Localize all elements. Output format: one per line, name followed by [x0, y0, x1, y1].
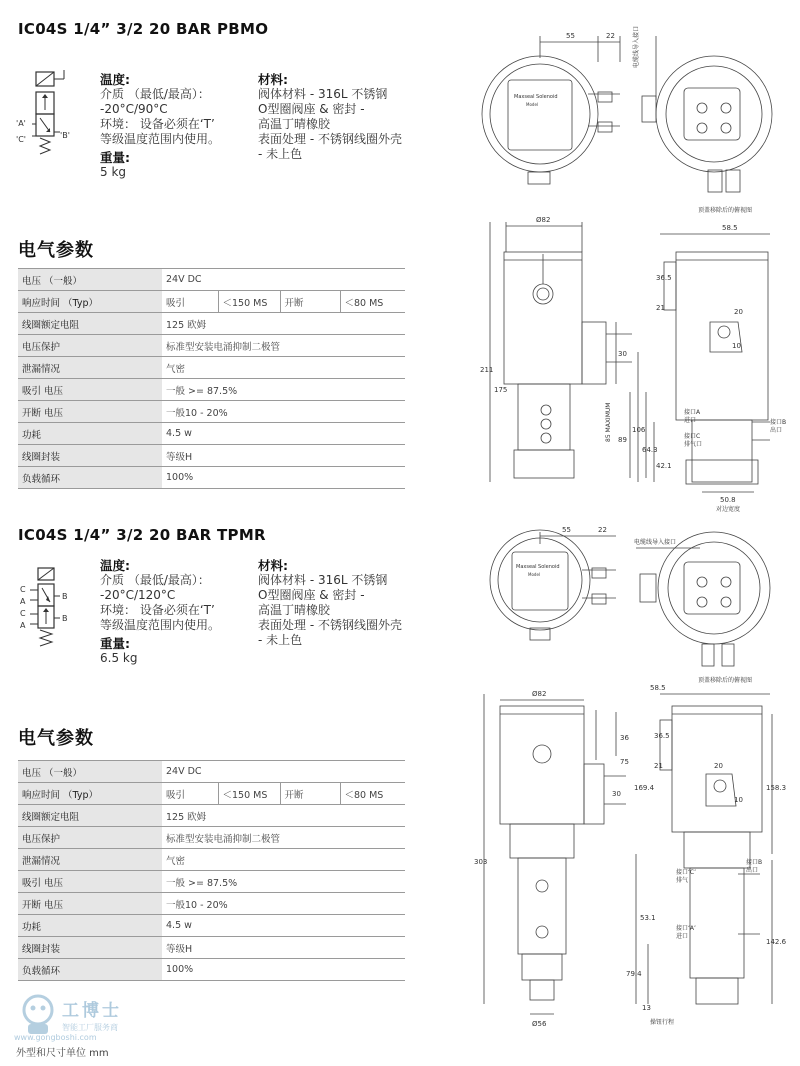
table-row	[18, 783, 405, 805]
material-line: 高温丁晴橡胶	[258, 603, 331, 617]
temperature-block	[100, 72, 250, 180]
port-label: A	[20, 597, 26, 606]
technical-drawing-tpmr	[470, 524, 790, 1032]
drawing-caption: 操钮行程	[650, 1019, 675, 1026]
table-row	[18, 445, 405, 467]
port-a-label: 接口‘A’	[676, 925, 696, 932]
dimension-label: 303	[474, 858, 488, 866]
table-row	[18, 313, 405, 335]
row-value: 一般 >= 87.5%	[162, 871, 405, 893]
temperature-heading: 温度:	[100, 558, 130, 573]
material-line: 表面处理 - 不锈钢线圈外壳	[258, 132, 402, 146]
table-row	[18, 335, 405, 357]
table-row	[18, 871, 405, 893]
row-label: 电压保护	[18, 335, 162, 357]
row-label: 泄漏情况	[18, 849, 162, 871]
row-value: 100%	[162, 467, 405, 489]
watermark-name: 工博士	[62, 1001, 122, 1021]
dimension-label: 55	[566, 32, 575, 40]
row-label: 线圈封装	[18, 445, 162, 467]
material-block	[258, 558, 428, 648]
port-label: C	[20, 585, 26, 594]
material-heading: 材料:	[258, 72, 288, 87]
port-label: A	[20, 621, 26, 630]
port-a-label: 进口	[676, 933, 689, 940]
row-value: 4.5 w	[162, 915, 405, 937]
table-row	[18, 761, 405, 783]
temperature-line: 环境： 设备必须在‘T’	[100, 603, 215, 617]
row-value: 100%	[162, 959, 405, 981]
dimension-label: 10	[734, 796, 743, 804]
dimension-label: 36	[620, 734, 629, 742]
temperature-heading: 温度:	[100, 72, 130, 87]
dimension-label: 169.4	[634, 784, 655, 792]
row-value: 标准型安装电涌抑制二极管	[162, 335, 405, 357]
weight-value: 6.5 kg	[100, 651, 138, 665]
row-label: 开断 电压	[18, 893, 162, 915]
dimension-label: 175	[494, 386, 508, 394]
temperature-block	[100, 558, 250, 666]
row-value: ＜80 MS	[340, 783, 405, 805]
table-row	[18, 269, 405, 291]
row-value: 吸引	[162, 783, 218, 805]
weight-value: 5 kg	[100, 165, 127, 179]
row-value: ＜80 MS	[340, 291, 405, 313]
table-row	[18, 827, 405, 849]
dimension-label: 211	[480, 366, 494, 374]
row-label: 负载循环	[18, 467, 162, 489]
row-label: 负载循环	[18, 959, 162, 981]
table-row	[18, 401, 405, 423]
product-section-pbmo	[0, 0, 800, 520]
drawing-caption: 对边宽度	[716, 506, 741, 513]
dimension-label: 36.5	[656, 274, 672, 282]
dimension-label: 158.3	[766, 784, 787, 792]
material-line: O型圈阀座 & 密封 -	[258, 102, 365, 116]
dimension-label: 21	[654, 762, 663, 770]
port-label: B	[62, 592, 68, 601]
electrical-title: 电气参数	[18, 240, 94, 261]
row-label: 响应时间 （Typ）	[18, 291, 162, 313]
table-row	[18, 849, 405, 871]
dimension-label: 85 MAXIMUM	[605, 402, 612, 442]
dimension-label: 13	[642, 1004, 651, 1012]
row-value: 125 欧姆	[162, 313, 405, 335]
row-label: 泄漏情况	[18, 357, 162, 379]
row-value: 24V DC	[162, 761, 405, 783]
port-b-label: 出口	[746, 867, 759, 874]
row-value: 气密	[162, 849, 405, 871]
row-label: 电压 （一般）	[18, 269, 162, 291]
electrical-spec-table	[18, 760, 405, 981]
dimension-label: 36.5	[654, 732, 670, 740]
row-value: 等级H	[162, 445, 405, 467]
temperature-line: 介质 （最低/最高）：	[100, 573, 210, 587]
material-line: - 未上色	[258, 633, 303, 647]
dimension-label: 50.8	[720, 496, 736, 504]
port-label: B	[62, 614, 68, 623]
material-line: - 未上色	[258, 147, 303, 161]
table-row	[18, 937, 405, 959]
material-line: O型圈阀座 & 密封 -	[258, 588, 365, 602]
dimension-label: Ø82	[532, 690, 547, 698]
temperature-line: 环境： 设备必须在‘T’	[100, 117, 215, 131]
row-value: 一般10 - 20%	[162, 401, 405, 423]
table-row	[18, 423, 405, 445]
material-line: 高温丁晴橡胶	[258, 117, 331, 131]
row-value: 24V DC	[162, 269, 405, 291]
row-label: 线圈封装	[18, 937, 162, 959]
port-c-label: 排气	[676, 877, 689, 884]
row-value: 开断	[280, 783, 340, 805]
material-line: 表面处理 - 不锈钢线圈外壳	[258, 618, 402, 632]
electrical-title: 电气参数	[18, 728, 94, 749]
row-value: 气密	[162, 357, 405, 379]
dimension-label: 22	[598, 526, 607, 534]
table-row	[18, 467, 405, 489]
port-label: 'A'	[16, 119, 26, 128]
port-label: 'C'	[16, 135, 26, 144]
footer-note: 外型和尺寸单位 mm	[16, 1048, 109, 1059]
row-label: 功耗	[18, 423, 162, 445]
dimension-label: Ø56	[532, 1020, 547, 1028]
badge-text: Maxseal Solenoid	[514, 94, 558, 100]
table-row	[18, 959, 405, 981]
port-c-label: 接口C	[684, 433, 701, 440]
dimension-label: 79.4	[626, 970, 642, 978]
row-value: 吸引	[162, 291, 218, 313]
row-label: 吸引 电压	[18, 379, 162, 401]
dimension-label: 58.5	[722, 224, 738, 232]
port-label: 'B'	[60, 131, 70, 140]
port-b-label: 接口B	[746, 859, 763, 866]
table-row	[18, 291, 405, 313]
row-value: 125 欧姆	[162, 805, 405, 827]
dimension-label: 21	[656, 304, 665, 312]
dimension-label: 55	[562, 526, 571, 534]
row-label: 吸引 电压	[18, 871, 162, 893]
material-line: 阀体材料 - 316L 不锈钢	[258, 87, 388, 101]
port-label: C	[20, 609, 26, 618]
row-label: 功耗	[18, 915, 162, 937]
temperature-line: -20°C/120°C	[100, 588, 176, 602]
row-value: 标准型安装电涌抑制二极管	[162, 827, 405, 849]
weight-heading: 重量:	[100, 636, 130, 651]
product-title: IC04S 1/4” 3/2 20 BAR PBMO	[18, 20, 269, 38]
valve-symbol-icon	[14, 564, 76, 664]
table-row	[18, 805, 405, 827]
product-title: IC04S 1/4” 3/2 20 BAR TPMR	[18, 526, 266, 544]
port-b-label: 出口	[770, 427, 783, 434]
weight-heading: 重量:	[100, 150, 130, 165]
dimension-label: 53.1	[640, 914, 656, 922]
temperature-line: -20°C/90°C	[100, 102, 168, 116]
material-block	[258, 72, 428, 162]
port-b-label: 接口B	[770, 419, 787, 426]
table-row	[18, 357, 405, 379]
row-value: 4.5 w	[162, 423, 405, 445]
table-row	[18, 379, 405, 401]
material-heading: 材料:	[258, 558, 288, 573]
row-value: 开断	[280, 291, 340, 313]
port-a-label: 进口	[684, 417, 697, 424]
row-label: 线圈额定电阻	[18, 313, 162, 335]
dimension-label: 89	[618, 436, 627, 444]
badge-text: Model	[526, 102, 539, 107]
dimension-label: 30	[612, 790, 621, 798]
row-value: 等级H	[162, 937, 405, 959]
dimension-label: 10	[732, 342, 741, 350]
material-line: 阀体材料 - 316L 不锈钢	[258, 573, 388, 587]
port-c-label: 排气口	[684, 441, 703, 448]
valve-symbol-icon	[14, 62, 76, 162]
table-row	[18, 915, 405, 937]
temperature-line: 等级温度范围内使用。	[100, 618, 221, 632]
dimension-label: 42.1	[656, 462, 672, 470]
row-value: ＜150 MS	[218, 291, 280, 313]
row-value: 一般10 - 20%	[162, 893, 405, 915]
dimension-label: 142.6	[766, 938, 787, 946]
dimension-label: 106	[632, 426, 646, 434]
dimension-label: 22	[606, 32, 615, 40]
dimension-label: 75	[620, 758, 629, 766]
dimension-label: Ø82	[536, 216, 551, 224]
badge-text: Model	[528, 572, 541, 577]
row-label: 响应时间 （Typ）	[18, 783, 162, 805]
watermark-url: www.gongboshi.com	[14, 1033, 97, 1042]
dimension-label: 64.3	[642, 446, 658, 454]
temperature-line: 介质 （最低/最高）：	[100, 87, 210, 101]
dimension-label: 20	[714, 762, 723, 770]
technical-drawing-pbmo	[470, 22, 790, 514]
row-value: 一般 >= 87.5%	[162, 379, 405, 401]
row-label: 电压 （一般）	[18, 761, 162, 783]
drawing-caption: 电缆线导入接口	[633, 25, 640, 68]
watermark-sub: 智能工厂服务商	[62, 1023, 118, 1032]
port-c-label: 接口‘C’	[676, 869, 697, 876]
temperature-line: 等级温度范围内使用。	[100, 132, 221, 146]
badge-text: Maxseal Solenoid	[516, 564, 560, 570]
electrical-spec-table	[18, 268, 405, 489]
port-a-label: 接口A	[684, 409, 701, 416]
row-label: 线圈额定电阻	[18, 805, 162, 827]
dimension-label: 30	[618, 350, 627, 358]
row-value: ＜150 MS	[218, 783, 280, 805]
dimension-label: 20	[734, 308, 743, 316]
row-label: 电压保护	[18, 827, 162, 849]
dimension-label: 58.5	[650, 684, 666, 692]
drawing-caption: 顶盖移除后的俯视图	[698, 677, 753, 684]
table-row	[18, 893, 405, 915]
row-label: 开断 电压	[18, 401, 162, 423]
drawing-caption: 顶盖移除后的俯视图	[698, 207, 753, 214]
drawing-caption: 电缆线导入接口	[634, 539, 677, 546]
